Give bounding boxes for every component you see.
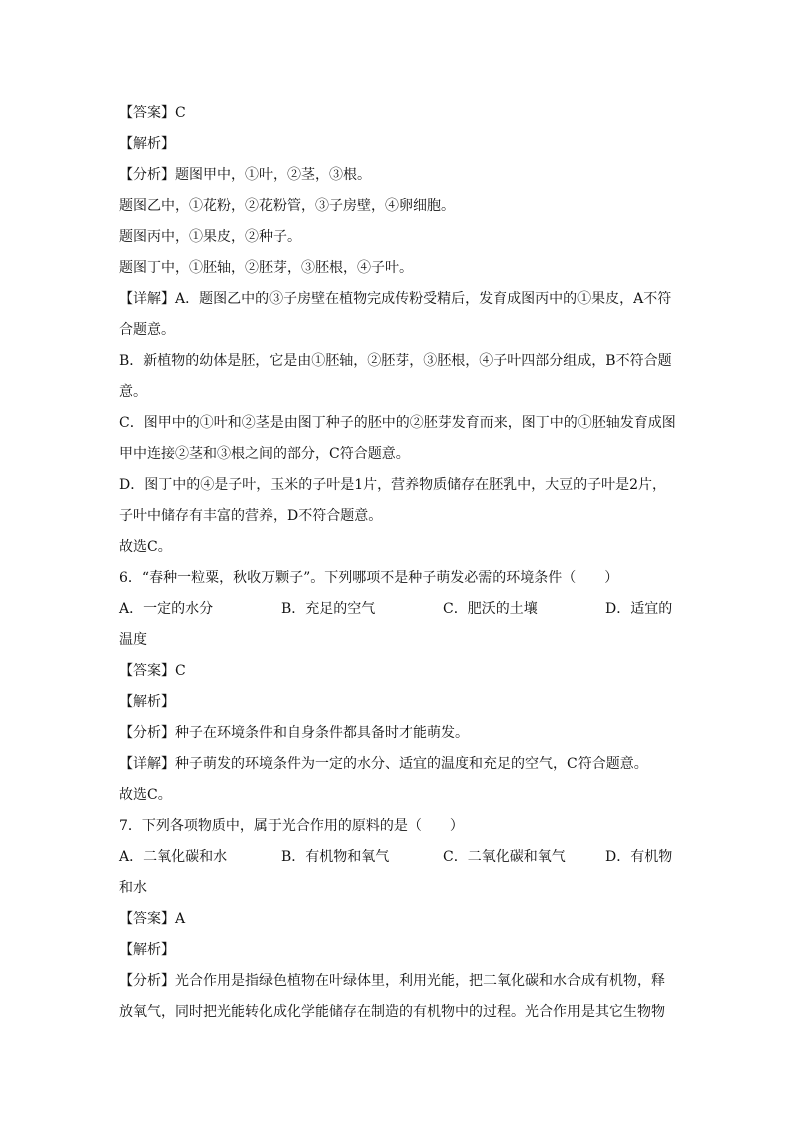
detail-text: 【详解】种子萌发的环境条件为一定的水分、适宜的温度和充足的空气，C符合题意。 (119, 756, 648, 772)
answer-line: 【答案】A (119, 911, 186, 927)
detail-text: B．新植物的幼体是胚，它是由①胚轴，②胚芽，③胚根，④子叶四部分组成，B不符合题 (119, 353, 672, 369)
detail-text: 意。 (119, 384, 147, 400)
conclusion-line: 故选C。 (119, 539, 172, 555)
option-a: A．一定的水分 (119, 601, 214, 617)
analysis-text: 【分析】种子在环境条件和自身条件都具备时才能萌发。 (119, 725, 469, 741)
option-c: C．二氧化碳和氧气 (443, 849, 566, 865)
option-c: C．肥沃的土壤 (443, 601, 538, 617)
option-wrap: 和水 (119, 880, 147, 896)
question-stem: 7．下列各项物质中，属于光合作用的原料的是（ ） (119, 818, 464, 834)
detail-text: 【详解】A．题图乙中的③子房壁在植物完成传粉受精后，发育成图丙中的①果皮，A不符 (119, 291, 672, 307)
analysis-text: 【分析】题图甲中，①叶，②茎，③根。 (119, 167, 371, 183)
option-a: A．二氧化碳和水 (119, 849, 228, 865)
answer-line: 【答案】C (119, 105, 186, 121)
option-wrap: 温度 (119, 632, 147, 648)
analysis-text: 题图丁中，①胚轴，②胚芽，③胚根，④子叶。 (119, 260, 413, 276)
detail-text: D．图丁中的④是子叶，玉米的子叶是1片，营养物质储存在胚乳中，大豆的子叶是2片， (119, 477, 667, 493)
option-b: B．有机物和氧气 (281, 849, 390, 865)
detail-text: 合题意。 (119, 322, 175, 338)
question-stem: 6．“春种一粒粟，秋收万颗子”。下列哪项不是种子萌发必需的环境条件（ ） (119, 570, 619, 586)
options-row (119, 842, 675, 873)
analysis-label: 【解析】 (119, 136, 175, 152)
analysis-label: 【解析】 (119, 694, 175, 710)
option-d: D．适宜的 (605, 601, 673, 617)
detail-text: 甲中连接②茎和③根之间的部分，C符合题意。 (119, 446, 410, 462)
detail-text: 子叶中储存有丰富的营养，D不符合题意。 (119, 508, 383, 524)
document-page (119, 98, 675, 1028)
detail-text: C．图甲中的①叶和②茎是由图丁种子的胚中的②胚芽发育而来，图丁中的①胚轴发育成图 (119, 415, 676, 431)
option-b: B．充足的空气 (281, 601, 376, 617)
analysis-text: 放氧气，同时把光能转化成化学能储存在制造的有机物中的过程。光合作用是其它生物物 (119, 1004, 665, 1020)
option-d: D．有机物 (605, 849, 673, 865)
analysis-text: 【分析】光合作用是指绿色植物在叶绿体里，利用光能，把二氧化碳和水合成有机物，释 (119, 973, 665, 989)
conclusion-line: 故选C。 (119, 787, 172, 803)
options-row (119, 594, 675, 625)
answer-line: 【答案】C (119, 663, 186, 679)
analysis-text: 题图丙中，①果皮，②种子。 (119, 229, 301, 245)
analysis-label: 【解析】 (119, 942, 175, 958)
analysis-text: 题图乙中，①花粉，②花粉管，③子房壁，④卵细胞。 (119, 198, 455, 214)
